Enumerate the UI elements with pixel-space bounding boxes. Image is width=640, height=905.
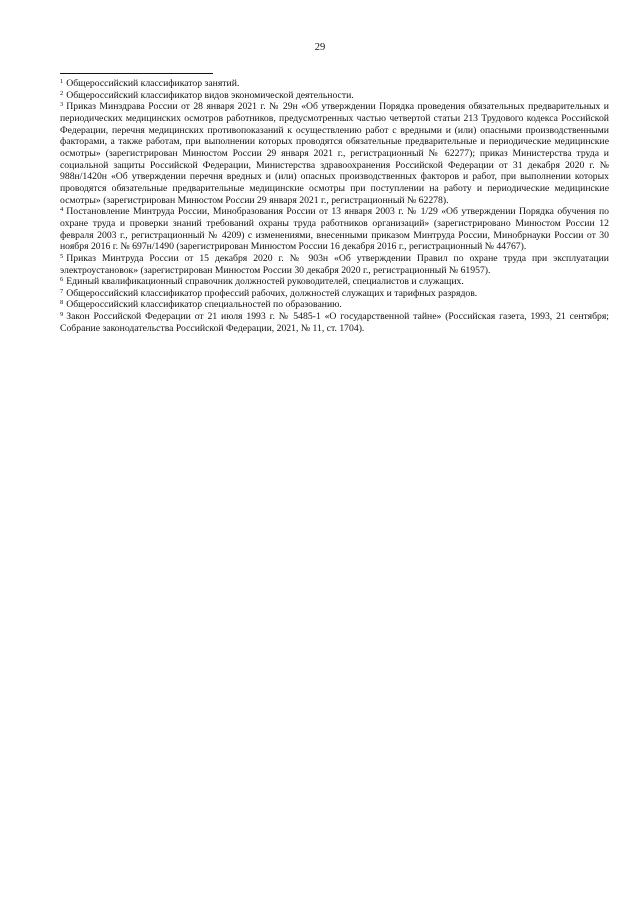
footnote-9-mark: 9 (60, 311, 64, 319)
footnote-separator (60, 73, 213, 74)
footnote-2-text: Общероссийский классификатор видов экономической деятельности. (66, 89, 354, 101)
footnote-7-text: Общероссийский классификатор профессий рабочих, должностей служащих и тарифных разрядов. (66, 287, 478, 299)
footnote-1-text: Общероссийский классификатор занятий. (66, 78, 240, 89)
footnote-5 (60, 253, 609, 276)
footnote-6-text: Единый квалификационный справочник должностей руководителей, специалистов и служащих. (66, 276, 464, 288)
footnote-6 (60, 276, 609, 288)
footnote-1 (60, 78, 609, 90)
footnote-3-text: Приказ Минздрава России от 28 января 2021 г. № 29н «Об утверждении Порядка проведения обязательных предварительных и периодических медицинских осмотров работников, предусмотренных частью четвертой статьи 213 Трудового кодекса Российской Федерации, перечня медицинских противопоказаний к осуществлению работ с вредными и (или) опасными производственными факторами, а также работам, при выполнении которых проводятся обязательные предварительные и периодические медицинские осмотры» (зарегистрирован Минюстом России 29 января 2021 г., регистрационный № 62277); приказ Министерства труда и социальной защиты Российской Федерации, Министерства здравоохранения Российской Федерации от 31 декабря 2020 г. № 988н/1420н «Об утверждении перечня вредных и (или) опасных производственных факторов и работ, при выполнении которых проводятся обязательные предварительные медицинские осмотры при поступлении на работу и периодические медицинские осмотры» (зарегистрирован Минюстом России 29 января 2021 г., регистрационный № 62278). (60, 101, 609, 206)
footnote-9-text: Закон Российской Федерации от 21 июля 1993 г. № 5485-1 «О государственной тайне» (Российская газета, 1993, 21 сентября; Собрание законодательства Российской Федерации, 2021, № 11, ст. 1704). (60, 311, 609, 334)
footnote-2-mark: 2 (60, 89, 64, 97)
footnote-3 (60, 101, 609, 206)
footnote-4 (60, 206, 609, 253)
footnote-8-mark: 8 (60, 299, 64, 307)
footnote-4-mark: 4 (60, 206, 64, 214)
footnote-9 (60, 311, 609, 334)
footnote-6-mark: 6 (60, 276, 64, 284)
footnote-5-mark: 5 (60, 252, 64, 260)
footnote-7 (60, 288, 609, 300)
footnote-8 (60, 299, 609, 311)
footnote-5-text: Приказ Минтруда России от 15 декабря 2020 г. № 903н «Об утверждении Правил по охране труда при эксплуатации электроустановок» (зарегистрирован Минюстом России 30 декабря 2020 г., регистрационный № 61957). (60, 252, 609, 276)
footnote-1-mark: 1 (60, 78, 64, 85)
footnotes-list (60, 78, 609, 334)
footnote-8-text: Общероссийский классификатор специальностей по образованию. (66, 299, 342, 311)
page-number: 29 (314, 42, 326, 53)
footnote-2 (60, 90, 609, 102)
footnote-4-text: Постановление Минтруда России, Минобразования России от 13 января 2003 г. № 1/29 «Об утверждении Порядка обучения по охране труда и проверки знаний требований охраны труда работников организаций» (зарегистрировано Минюстом России 12 февраля 2003 г., регистрационный № 4209) с изменениями, внесенными приказом Минтруда России, Минобрнауки России от 30 ноября 2016 г. № 697н/1490 (зарегистрирован Минюстом России 16 декабря 2016 г., регистрационный № 44767). (60, 206, 609, 253)
footnote-3-mark: 3 (60, 101, 64, 109)
footnote-7-mark: 7 (60, 287, 64, 295)
